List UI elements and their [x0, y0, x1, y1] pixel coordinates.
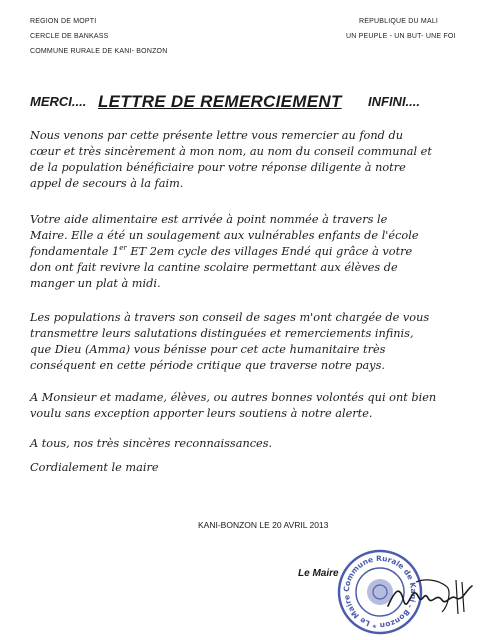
superscript: er	[119, 244, 127, 253]
paragraph-3	[30, 310, 468, 374]
paragraph-2	[30, 212, 468, 292]
text-line: que Dieu (Amma) vous bénisse pour cet acte humanitaire très	[30, 343, 386, 356]
text-fragment: fondamentale 1	[30, 245, 120, 258]
text-line: A Monsieur et madame, élèves, ou autres bonnes volontés qui ont bien	[30, 391, 437, 404]
paragraph-4	[30, 390, 468, 422]
text-line: Cordialement le maire	[30, 461, 159, 474]
text-line: Maire. Elle a été un soulagement aux vulnérables enfants de l'école	[30, 229, 419, 242]
place-date: KANI-BONZON LE 20 AVRIL 2013	[198, 520, 329, 530]
header-commune: COMMUNE RURALE DE KANI- BONZON	[30, 48, 168, 55]
text-line: Les populations à travers son conseil de sages m'ont chargée de vous	[30, 311, 430, 324]
text-line: manger un plat à midi.	[30, 277, 161, 290]
signatory-label: Le Maire	[298, 568, 339, 579]
text-line	[30, 244, 468, 260]
header-republic: REPUBLIQUE DU MALI	[359, 18, 439, 25]
title-main: LETTRE DE REMERCIEMENT	[98, 92, 342, 111]
text-line: de la population bénéficiaire pour votre réponse diligente à notre	[30, 161, 406, 174]
text-line: A tous, nos très sincères reconnaissances.	[30, 437, 273, 450]
text-line: appel de secours à la faim.	[30, 177, 184, 190]
handwritten-signature	[386, 576, 476, 616]
header-cercle: CERCLE DE BANKASS	[30, 33, 109, 40]
title-infini: INFINI....	[368, 94, 420, 109]
text-line: cœur et très sincèrement à mon nom, au nom du conseil communal et	[30, 145, 432, 158]
header-motto: UN PEUPLE - UN BUT- UNE FOI	[346, 33, 456, 40]
letter-title	[30, 92, 470, 116]
text-line: transmettre leurs salutations distinguées et remerciements infinis,	[30, 327, 414, 340]
closing-line	[30, 460, 468, 476]
text-line: conséquent en cette période critique que traverse notre pays.	[30, 359, 385, 372]
text-line: Votre aide alimentaire est arrivée à point nommée à travers le	[30, 213, 388, 226]
paragraph-1	[30, 128, 468, 192]
text-fragment: ET 2em cycle des villages Endé qui grâce à votre	[126, 245, 413, 258]
text-line: voulu sans exception apporter leurs soutiens à notre alerte.	[30, 407, 373, 420]
header-region: REGION DE MOPTI	[30, 18, 97, 25]
paragraph-5	[30, 436, 468, 452]
title-merci: MERCI....	[30, 94, 87, 109]
text-line: Nous venons par cette présente lettre vous remercier au fond du	[30, 129, 403, 142]
stamp-text: Commune Rurale de Kani - Bonzon * Le Maire	[341, 553, 419, 631]
text-line: don ont fait revivre la cantine scolaire permettant aux élèves de	[30, 261, 398, 274]
